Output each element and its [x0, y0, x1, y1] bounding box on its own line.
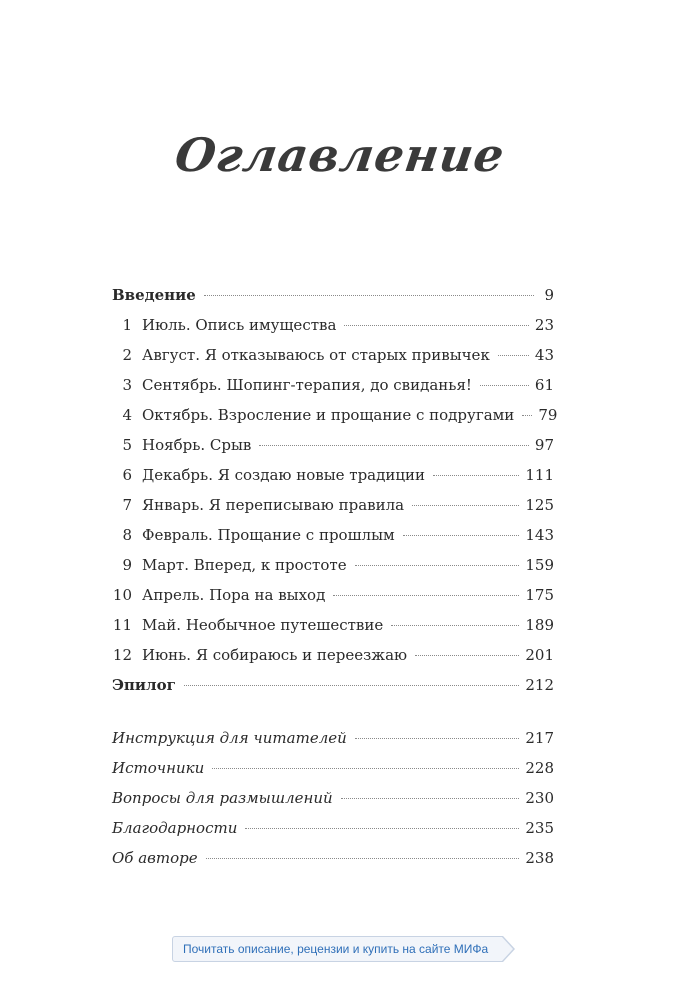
dot-leader — [341, 798, 520, 799]
toc-entry-page: 175 — [525, 586, 554, 604]
dot-leader — [498, 355, 529, 356]
toc-entry-chapter-9[interactable] — [112, 550, 554, 580]
toc-entry-chapter-4[interactable] — [112, 400, 558, 430]
toc-entry-chapter-3[interactable] — [112, 370, 554, 400]
toc-entry-title: Февраль. Прощание с прошлым — [142, 526, 395, 544]
toc-entry-chapter-1[interactable] — [112, 310, 554, 340]
toc-entry-back-matter-3[interactable] — [112, 783, 554, 813]
chapter-number: 2 — [122, 346, 132, 364]
dot-leader — [412, 505, 519, 506]
dot-leader — [344, 325, 529, 326]
toc-entry-chapter-7[interactable] — [112, 490, 554, 520]
toc-entry-back-matter-1[interactable] — [112, 723, 554, 753]
chapter-number: 4 — [122, 406, 132, 424]
chapter-number: 3 — [122, 376, 132, 394]
toc-entry-title: Ноябрь. Срыв — [142, 436, 252, 454]
toc-entry-epilogue[interactable] — [112, 670, 554, 700]
toc-entry-page: 97 — [534, 436, 554, 454]
toc-entry-page: 217 — [525, 729, 554, 747]
toc-entry-title: Октябрь. Взросление и прощание с подругами — [142, 406, 515, 424]
toc-entry-page: 228 — [525, 759, 554, 777]
toc-entry-page: 189 — [525, 616, 554, 634]
dot-leader — [333, 595, 519, 596]
chapter-number: 12 — [112, 646, 132, 664]
toc-entry-back-matter-2[interactable] — [112, 753, 554, 783]
dot-leader — [184, 685, 520, 686]
toc-entry-page: 143 — [525, 526, 554, 544]
toc-entry-title: Декабрь. Я создаю новые традиции — [142, 466, 426, 484]
chapter-number: 10 — [112, 586, 132, 604]
toc-entry-chapter-11[interactable] — [112, 610, 554, 640]
dot-leader — [403, 535, 520, 536]
toc-entry-chapter-8[interactable] — [112, 520, 554, 550]
buy-on-mif-link[interactable] — [172, 936, 503, 962]
toc-entry-title: Март. Вперед, к простоте — [142, 556, 347, 574]
dot-leader — [259, 445, 529, 446]
toc-entry-title: Введение — [112, 286, 196, 304]
toc-entry-title: Август. Я отказываюсь от старых привычек — [142, 346, 490, 364]
toc-entry-page: 43 — [534, 346, 554, 364]
toc-entry-chapter-5[interactable] — [112, 430, 554, 460]
dot-leader — [391, 625, 519, 626]
arrow-shape — [502, 937, 513, 961]
toc-entry-page: 159 — [525, 556, 554, 574]
toc-entry-chapter-10[interactable] — [112, 580, 554, 610]
dot-leader — [522, 415, 532, 416]
toc-entry-page: 23 — [534, 316, 554, 334]
dot-leader — [415, 655, 519, 656]
dot-leader — [212, 768, 519, 769]
toc-entry-page: 201 — [525, 646, 554, 664]
chapter-number: 6 — [122, 466, 132, 484]
chapter-number: 1 — [122, 316, 132, 334]
chapter-number: 11 — [112, 616, 132, 634]
chapter-number: 8 — [122, 526, 132, 544]
toc-entry-page: 111 — [525, 466, 554, 484]
toc-entry-title: Сентябрь. Шопинг-терапия, до свиданья! — [142, 376, 472, 394]
dot-leader — [245, 828, 519, 829]
toc-entry-page: 235 — [525, 819, 554, 837]
toc-entry-title: Благодарности — [112, 819, 238, 837]
toc-entry-title: Вопросы для размышлений — [112, 789, 333, 807]
toc-entry-title: Об авторе — [112, 849, 198, 867]
back-matter-list — [112, 723, 554, 873]
toc-entry-title: Январь. Я переписываю правила — [142, 496, 405, 514]
toc-entry-chapter-12[interactable] — [112, 640, 554, 670]
toc-entry-page: 125 — [525, 496, 554, 514]
dot-leader — [355, 565, 520, 566]
toc-entry-page: 212 — [525, 676, 554, 694]
dot-leader — [480, 385, 529, 386]
toc-entry-page: 79 — [538, 406, 558, 424]
page-title: Оглавление — [171, 128, 509, 182]
dot-leader — [206, 858, 520, 859]
toc-entry-page: 230 — [525, 789, 554, 807]
toc-entry-title: Эпилог — [112, 676, 176, 694]
toc-entry-back-matter-4[interactable] — [112, 813, 554, 843]
toc-entry-page: 9 — [544, 286, 554, 304]
toc-entry-back-matter-5[interactable] — [112, 843, 554, 873]
toc-entry-chapter-6[interactable] — [112, 460, 554, 490]
buy-link-label: Почитать описание, рецензии и купить на сайте МИФа — [183, 942, 489, 956]
chapter-number: 7 — [122, 496, 132, 514]
chapter-number: 9 — [122, 556, 132, 574]
dot-leader — [204, 295, 534, 296]
toc-entry-title: Май. Необычное путешествие — [142, 616, 384, 634]
table-of-contents — [112, 280, 558, 700]
toc-entry-chapter-2[interactable] — [112, 340, 554, 370]
toc-entry-page: 61 — [534, 376, 554, 394]
toc-entry-title: Инструкция для читателей — [112, 729, 347, 747]
dot-leader — [355, 738, 520, 739]
toc-entry-title: Апрель. Пора на выход — [142, 586, 326, 604]
toc-entry-page: 238 — [525, 849, 554, 867]
chapter-list — [112, 310, 558, 670]
dot-leader — [433, 475, 519, 476]
toc-entry-title: Июнь. Я собираюсь и переезжаю — [142, 646, 408, 664]
toc-entry-title: Июль. Опись имущества — [142, 316, 337, 334]
toc-entry-title: Источники — [112, 759, 205, 777]
chapter-number: 5 — [122, 436, 132, 454]
toc-entry-introduction[interactable] — [112, 280, 554, 310]
